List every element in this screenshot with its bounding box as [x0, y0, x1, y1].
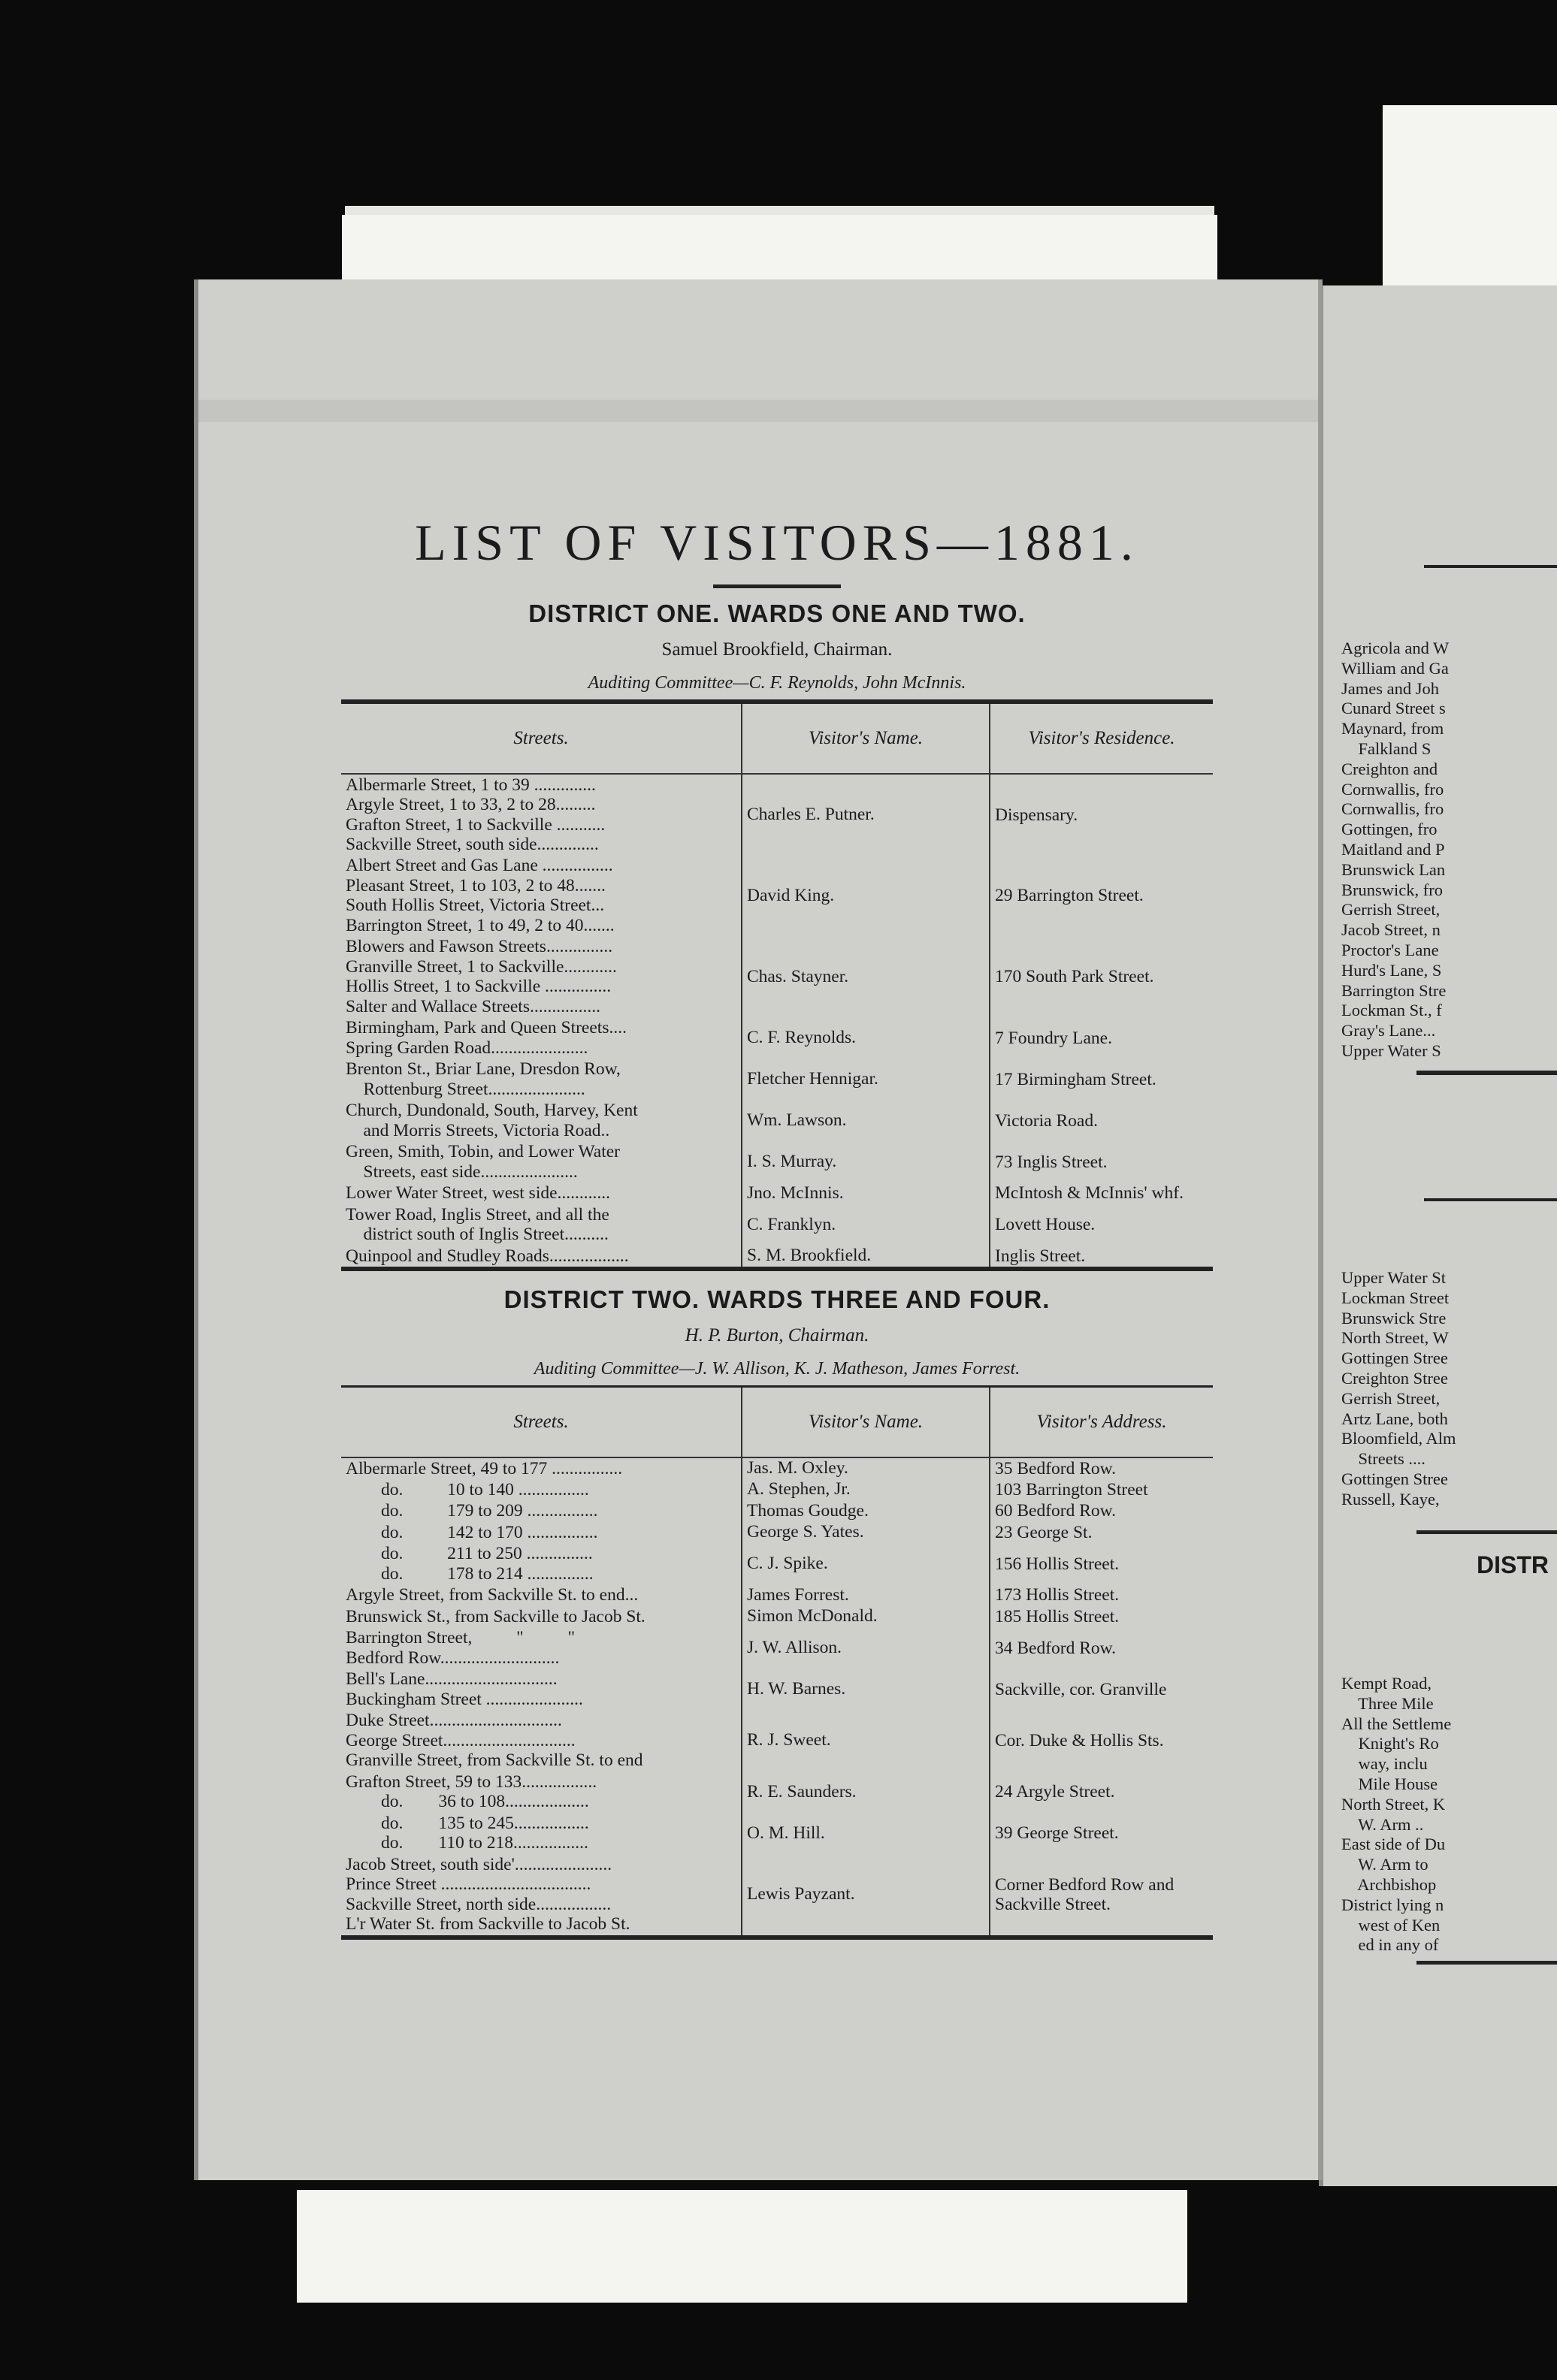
streets-cell: [341, 1771, 742, 1813]
right-page-line: Gottingen Stree: [1341, 1349, 1448, 1368]
right-page-line: Gottingen Stree: [1341, 1469, 1448, 1488]
visitor-address-cell: 60 Bedford Row.: [995, 1501, 1117, 1521]
right-page-line: Streets ....: [1341, 1449, 1425, 1469]
right-page-line: District lying n: [1341, 1895, 1444, 1914]
visitor-name-cell: C. Franklyn.: [742, 1204, 990, 1246]
street-line: Granville Street, from Sackville St. to end: [346, 1750, 643, 1770]
street-line: do. 110 to 218.................: [346, 1833, 588, 1853]
header-streets: Streets.: [341, 704, 742, 774]
district-two-auditing-text: Auditing Committee—J. W. Allison, K. J. Matheson, James Forrest.: [534, 1359, 1020, 1379]
street-line: Grafton Street, 1 to Sackville ...........: [346, 814, 606, 835]
street-line: Brenton St., Briar Lane, Dresdon Row,: [346, 1059, 621, 1079]
table-row: [341, 936, 1213, 1017]
right-page-line: Gerrish Street,: [1341, 900, 1441, 920]
right-page-line: North Street, K: [1341, 1794, 1446, 1814]
table-row: [341, 1182, 1213, 1204]
street-line: do. 135 to 245.................: [346, 1813, 589, 1833]
page-title: LIST OF VISITORS—1881.: [415, 514, 1139, 571]
visitor-name-cell: A. Stephen, Jr.: [742, 1479, 990, 1501]
visitor-name-cell: Fletcher Hennigar.: [742, 1059, 990, 1100]
visitor-residence-cell: McIntosh & McInnis' whf.: [995, 1183, 1184, 1204]
right-page-line: ed in any of: [1341, 1935, 1439, 1955]
visitor-residence-cell: Lovett House.: [995, 1215, 1096, 1234]
table-row: [341, 1669, 1213, 1710]
right-page-line: west of Ken: [1341, 1915, 1441, 1935]
street-line: Rottenburg Street......................: [346, 1079, 585, 1099]
header-visitor-address: Visitor's Address.: [1036, 1412, 1167, 1432]
visitor-residence-cell: 7 Foundry Lane.: [995, 1028, 1112, 1048]
streets-cell: [341, 1584, 742, 1606]
district-one-table: [341, 704, 1213, 1267]
main-page: [194, 279, 1323, 2180]
district-two-table: [341, 1388, 1213, 1935]
street-line: Albermarle Street, 49 to 177 ................: [346, 1458, 623, 1478]
visitor-residence-cell: Victoria Road.: [995, 1110, 1098, 1131]
right-page-line: Upper Water S: [1341, 1040, 1441, 1060]
streets-cell: [341, 1141, 742, 1182]
visitor-name-cell: C. F. Reynolds.: [742, 1017, 990, 1059]
street-line: Barrington Street, " ": [346, 1628, 576, 1648]
visitor-name-cell: Chas. Stayner.: [742, 936, 990, 1017]
right-page-line: Knight's Ro: [1341, 1734, 1439, 1753]
visitor-address-cell: Sackville, cor. Granville: [995, 1679, 1167, 1699]
table-row: [341, 1246, 1213, 1267]
header-visitor-residence: Visitor's Residence.: [1028, 728, 1175, 748]
district-two-auditing: [341, 1352, 1213, 1385]
street-line: do. 142 to 170 ................: [346, 1522, 598, 1542]
visitor-address-cell: 185 Hollis Street.: [995, 1606, 1120, 1626]
table-row: [341, 1522, 1213, 1544]
paper-slip-bottom: [297, 2190, 1187, 2303]
visitor-name-cell: I. S. Murray.: [742, 1141, 990, 1182]
streets-cell: [341, 1813, 742, 1854]
street-line: Birmingham, Park and Queen Streets....: [346, 1018, 627, 1037]
streets-cell: [341, 1017, 742, 1059]
street-line: Green, Smith, Tobin, and Lower Water: [346, 1142, 620, 1161]
visitor-name-cell: C. J. Spike.: [742, 1543, 990, 1584]
visitor-name-cell: Wm. Lawson.: [742, 1100, 990, 1141]
visitor-name-cell: George S. Yates.: [742, 1522, 990, 1544]
street-line: Grafton Street, 59 to 133.................: [346, 1771, 597, 1792]
visitor-name-cell: O. M. Hill.: [742, 1813, 990, 1854]
visitor-residence-cell: 29 Barrington Street.: [995, 886, 1144, 905]
visitor-name-cell: Lewis Payzant.: [742, 1854, 990, 1935]
right-page-rule-4: [1416, 1530, 1557, 1534]
street-line: George Street..............................: [346, 1730, 576, 1750]
street-line: and Morris Streets, Victoria Road..: [346, 1120, 610, 1140]
right-page-line: Cunard Street s: [1341, 699, 1446, 718]
visitor-address-cell: 24 Argyle Street.: [995, 1782, 1115, 1802]
streets-cell: [341, 1543, 742, 1584]
right-page-line: Maitland and P: [1341, 839, 1445, 859]
street-line: Brunswick St., from Sackville to Jacob St.: [346, 1606, 645, 1626]
right-page-line: Cornwallis, fro: [1341, 779, 1444, 799]
right-page-line: William and Ga: [1341, 658, 1449, 678]
right-page-line: Mile House: [1341, 1774, 1438, 1793]
right-page-rule-2: [1416, 1071, 1557, 1075]
right-page-line: Brunswick Stre: [1341, 1308, 1447, 1327]
right-page-line: Proctor's Lane: [1341, 940, 1439, 959]
visitor-address-cell: 103 Barrington Street: [995, 1479, 1148, 1500]
street-line: Streets, east side......................: [346, 1161, 578, 1182]
district-one-header-row: [341, 704, 1213, 774]
right-page-line: Three Mile: [1341, 1693, 1434, 1713]
visitor-name-cell: Charles E. Putner.: [742, 774, 990, 855]
right-page-line: Artz Lane, both: [1341, 1409, 1448, 1428]
street-line: Quinpool and Studley Roads..................: [346, 1246, 629, 1266]
district-two-header-row: [341, 1388, 1213, 1457]
right-page-line: Gray's Lane...: [1341, 1021, 1436, 1040]
right-page-line: Falkland S: [1341, 738, 1432, 758]
visitor-residence-cell: 170 South Park Street.: [995, 967, 1154, 986]
street-line: Hollis Street, 1 to Sackville ...............: [346, 977, 612, 996]
street-line: Granville Street, 1 to Sackville............: [346, 956, 617, 977]
visitor-address-cell: 35 Bedford Row.: [995, 1458, 1117, 1478]
visitor-address-cell: 34 Bedford Row.: [995, 1638, 1117, 1658]
right-page-line: Creighton and: [1341, 759, 1438, 778]
table-row: [341, 1584, 1213, 1606]
table-row: [341, 1854, 1213, 1935]
right-page-rule-5: [1416, 1961, 1557, 1965]
visitor-name-cell: Jno. McInnis.: [742, 1182, 990, 1204]
street-line: Buckingham Street ......................: [346, 1689, 583, 1709]
streets-cell: [341, 1606, 742, 1628]
street-line: do. 178 to 214 ...............: [346, 1563, 594, 1584]
street-line: Tower Road, Inglis Street, and all the: [346, 1204, 609, 1225]
street-line: Lower Water Street, west side............: [346, 1183, 611, 1203]
table-row: [341, 1479, 1213, 1501]
right-page-line: Lockman Street: [1341, 1288, 1450, 1307]
streets-cell: [341, 774, 742, 855]
street-line: do. 36 to 108...................: [346, 1792, 589, 1811]
street-line: Blowers and Fawson Streets...............: [346, 937, 613, 956]
streets-cell: [341, 1059, 742, 1100]
streets-cell: [341, 1627, 742, 1669]
right-page-block-1: [1341, 639, 1449, 1062]
visitor-name-cell: Simon McDonald.: [742, 1606, 990, 1628]
street-line: Prince Street ..................................: [346, 1874, 591, 1894]
visitor-name-cell: H. W. Barnes.: [742, 1669, 990, 1710]
street-line: Albermarle Street, 1 to 39 ..............: [346, 775, 596, 795]
right-page-line: Kempt Road,: [1341, 1674, 1432, 1693]
street-line: do. 179 to 209 ................: [346, 1501, 598, 1521]
right-page-line: Maynard, from: [1341, 719, 1444, 738]
street-line: Salter and Wallace Streets................: [346, 996, 600, 1016]
district-one-auditing: [341, 666, 1213, 699]
street-line: Bell's Lane..............................: [346, 1669, 558, 1689]
table-row: [341, 855, 1213, 936]
right-page-line: W. Arm to: [1341, 1855, 1429, 1874]
right-page-heading: DISTR: [1477, 1551, 1549, 1578]
visitor-residence-cell: Dispensary.: [995, 805, 1078, 825]
table-row: [341, 1813, 1213, 1854]
streets-cell: [341, 1522, 742, 1544]
table-row: [341, 1543, 1213, 1584]
streets-cell: [341, 1669, 742, 1710]
streets-cell: [341, 1182, 742, 1204]
streets-cell: [341, 1204, 742, 1246]
right-page-line: Brunswick Lan: [1341, 859, 1446, 879]
street-line: Church, Dundonald, South, Harvey, Kent: [346, 1101, 638, 1120]
street-line: Spring Garden Road......................: [346, 1037, 588, 1058]
table-row: [341, 1017, 1213, 1059]
street-line: Pleasant Street, 1 to 103, 2 to 48.......: [346, 875, 606, 896]
streets-cell: [341, 1854, 742, 1935]
right-page-line: Russell, Kaye,: [1341, 1489, 1440, 1509]
district-two-chairman-text: H. P. Burton, Chairman.: [685, 1325, 869, 1346]
street-line: Sackville Street, north side.................: [346, 1894, 612, 1914]
visitor-residence-cell: 17 Birmingham Street.: [995, 1069, 1156, 1089]
street-line: district south of Inglis Street..........: [346, 1225, 609, 1244]
table-row: [341, 774, 1213, 855]
page-content: [341, 505, 1213, 1940]
right-page-line: Lockman St., f: [1341, 1001, 1442, 1020]
visitor-address-cell: 39 George Street.: [995, 1823, 1119, 1843]
streets-cell: [341, 1100, 742, 1141]
street-line: do. 10 to 140 ................: [346, 1479, 589, 1500]
table-row: [341, 1059, 1213, 1100]
table-row: [341, 1710, 1213, 1771]
right-page-line: North Street, W: [1341, 1328, 1449, 1348]
header-visitor-name: Visitor's Name.: [742, 704, 990, 774]
paper-slip-right: [1383, 105, 1557, 293]
title-rule: [713, 584, 841, 588]
right-page-line: Archbishop: [1341, 1874, 1437, 1894]
street-line: Jacob Street, south side'......................: [346, 1854, 612, 1874]
table-row: [341, 1627, 1213, 1669]
right-page-line: Upper Water St: [1341, 1268, 1446, 1287]
right-page-line: James and Joh: [1341, 678, 1439, 698]
visitor-name-cell: J. W. Allison.: [742, 1627, 990, 1669]
streets-cell: [341, 1246, 742, 1267]
street-line: Argyle Street, from Sackville St. to end...: [346, 1585, 639, 1605]
street-line: Sackville Street, south side..............: [346, 835, 599, 854]
street-line: Argyle Street, 1 to 33, 2 to 28.........: [346, 795, 596, 814]
right-page-line: All the Settleme: [1341, 1714, 1452, 1733]
right-page-line: Jacob Street, n: [1341, 920, 1441, 940]
district-two-body: [341, 1457, 1213, 1935]
right-page-line: Bloomfield, Alm: [1341, 1429, 1456, 1448]
district-one-chairman: Samuel Brookfield, Chairman.: [661, 639, 893, 660]
visitor-address-cell: 23 George St.: [995, 1522, 1093, 1542]
header-streets: Streets.: [341, 1388, 742, 1457]
district-two-heading: DISTRICT TWO. WARDS THREE AND FOUR.: [503, 1285, 1051, 1313]
visitor-residence-cell: Inglis Street.: [995, 1246, 1086, 1266]
table-row: [341, 1606, 1213, 1628]
table-row: [341, 1141, 1213, 1182]
district-one-auditing-text: Auditing Committee—C. F. Reynolds, John McInnis.: [588, 673, 966, 693]
table-row: [341, 1100, 1213, 1141]
street-line: Albert Street and Gas Lane ................: [346, 856, 613, 875]
table-row: [341, 1204, 1213, 1246]
visitor-name-cell: David King.: [742, 855, 990, 936]
streets-cell: [341, 855, 742, 936]
right-page-rule-1: [1424, 565, 1557, 568]
right-page-rule-3: [1424, 1198, 1557, 1201]
right-page-line: Barrington Stre: [1341, 980, 1447, 1000]
visitor-name-cell: R. E. Saunders.: [742, 1771, 990, 1813]
visitor-name-cell: James Forrest.: [742, 1584, 990, 1606]
district-two-bottom-rule: [341, 1935, 1213, 1940]
right-page-block-2: [1341, 1268, 1456, 1510]
table-row: [341, 1500, 1213, 1522]
visitor-name-cell: Thomas Goudge.: [742, 1500, 990, 1522]
torn-edge: [198, 400, 1318, 422]
right-page-line: way, inclu: [1341, 1754, 1428, 1774]
streets-cell: [341, 1479, 742, 1501]
right-page-line: East side of Du: [1341, 1835, 1446, 1854]
right-page-line: Cornwallis, fro: [1341, 799, 1444, 819]
visitor-address-cell: 173 Hollis Street.: [995, 1585, 1120, 1605]
table-row: [341, 1771, 1213, 1813]
visitor-name-cell: R. J. Sweet.: [742, 1710, 990, 1771]
streets-cell: [341, 1457, 742, 1479]
street-line: do. 211 to 250 ...............: [346, 1544, 593, 1563]
visitor-address-cell: Corner Bedford Row and Sackville Street.: [995, 1874, 1175, 1914]
district-one-body: [341, 774, 1213, 1267]
right-page-block-3: [1341, 1674, 1451, 1956]
right-page-line: Hurd's Lane, S: [1341, 960, 1442, 980]
right-page-line: Brunswick, fro: [1341, 880, 1443, 899]
right-page-line: Gottingen, fro: [1341, 820, 1438, 839]
street-line: Bedford Row...........................: [346, 1648, 560, 1668]
header-visitor-name: Visitor's Name.: [742, 1388, 990, 1457]
right-page-line: Agricola and W: [1341, 639, 1450, 657]
right-page-line: Creighton Stree: [1341, 1368, 1448, 1388]
district-two-chairman: [341, 1319, 1213, 1352]
district-one-heading: DISTRICT ONE. WARDS ONE AND TWO.: [528, 600, 1026, 627]
streets-cell: [341, 1710, 742, 1771]
table-row: [341, 1457, 1213, 1479]
visitor-name-cell: Jas. M. Oxley.: [742, 1457, 990, 1479]
street-line: Barrington Street, 1 to 49, 2 to 40.......: [346, 915, 615, 935]
streets-cell: [341, 1500, 742, 1522]
visitor-address-cell: Cor. Duke & Hollis Sts.: [995, 1730, 1164, 1750]
visitor-residence-cell: 73 Inglis Street.: [995, 1152, 1108, 1172]
streets-cell: [341, 936, 742, 1017]
right-page-line: Gerrish Street,: [1341, 1388, 1441, 1408]
street-line: L'r Water St. from Sackville to Jacob St.: [346, 1914, 630, 1934]
right-page-line: W. Arm ..: [1341, 1814, 1424, 1834]
visitor-address-cell: 156 Hollis Street.: [995, 1554, 1120, 1574]
visitor-name-cell: S. M. Brookfield.: [742, 1246, 990, 1267]
street-line: South Hollis Street, Victoria Street...: [346, 896, 605, 915]
street-line: Duke Street..............................: [346, 1711, 562, 1730]
